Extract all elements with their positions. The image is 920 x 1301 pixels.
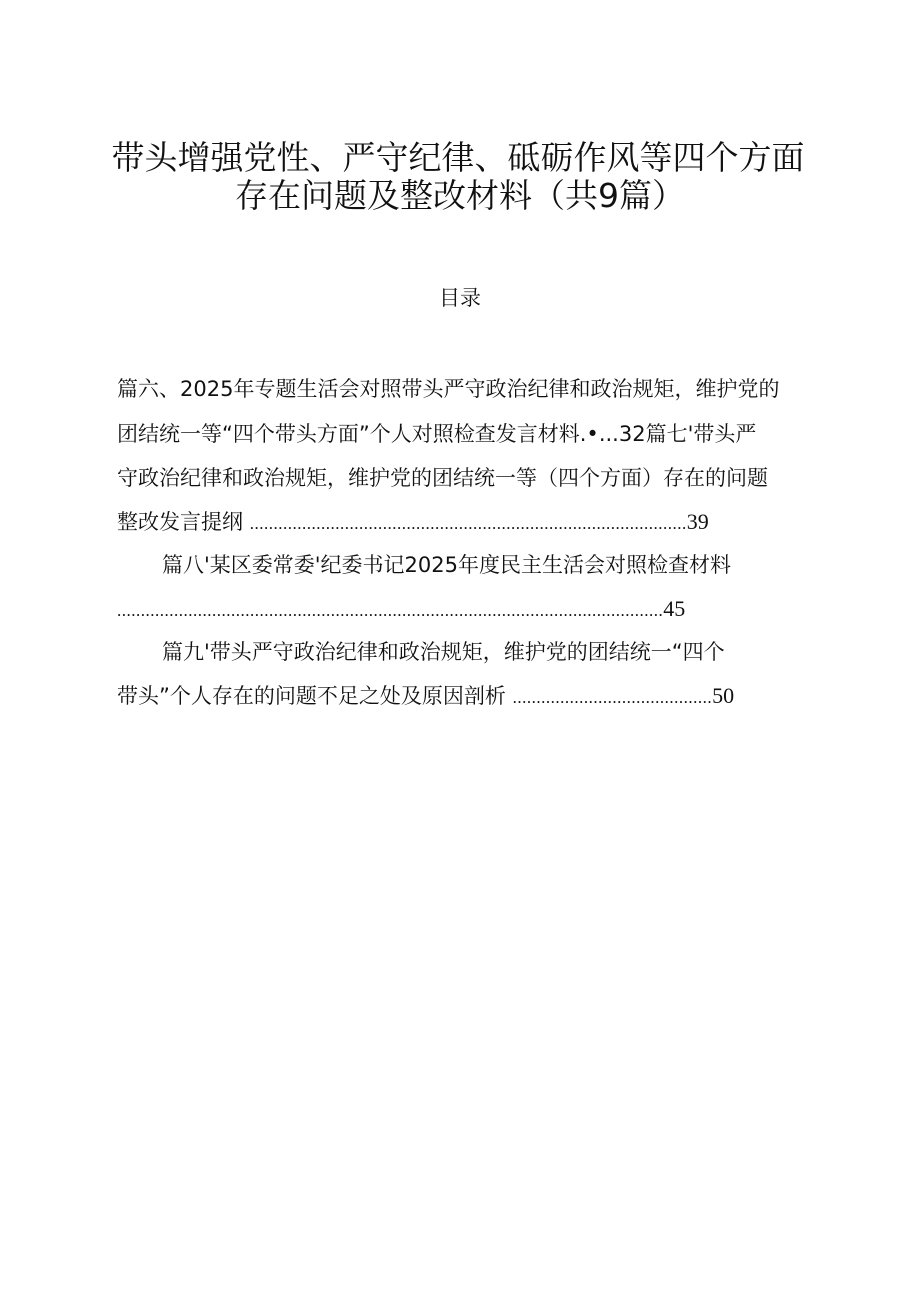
toc-leader-dots: ................................................................................................................... xyxy=(117,601,664,620)
toc-entry-9-line-2[interactable] xyxy=(117,681,734,713)
toc-leader-dots: .......................................... xyxy=(512,688,713,707)
toc-page-number: 45 xyxy=(663,596,686,621)
toc-entry-9-text: 带头”个人存在的问题不足之处及原因剖析 xyxy=(117,684,513,708)
document-title-line-2: 存在问题及整改材料（共9篇） xyxy=(235,176,685,215)
toc-entry-7-line-2[interactable]: 守政治纪律和政治规矩，维护党的团结统一等（四个方面）存在的问题 xyxy=(117,466,768,490)
toc-entry-6-line-1[interactable]: 篇六、2025年专题生活会对照带头严守政治纪律和政治规矩，维护党的 xyxy=(117,377,780,401)
toc-page-number: 39 xyxy=(686,509,709,534)
toc-entry-7-text: 整改发言提纲 xyxy=(117,510,250,534)
toc-entry-6-line-2[interactable]: 团结统一等“四个带头方面”个人对照检查发言材料.•...32篇七'带头严 xyxy=(117,422,757,446)
toc-entry-8-line-1[interactable]: 篇八'某区委常委'纪委书记2025年度民主生活会对照检查材料 xyxy=(162,553,731,577)
toc-heading: 目录 xyxy=(439,286,481,310)
toc-entry-9-line-1[interactable]: 篇九'带头严守政治纪律和政治规矩，维护党的团结统一“四个 xyxy=(162,640,725,664)
toc-leader-dots: ............................................................................................ xyxy=(249,514,687,533)
toc-entry-8-line-2[interactable] xyxy=(117,594,685,626)
toc-page-number: 50 xyxy=(712,683,735,708)
document-title-line-1: 带头增强党性、严守纪律、砥砺作风等四个方面 xyxy=(111,138,805,177)
toc-entry-7-line-3[interactable] xyxy=(117,507,709,539)
